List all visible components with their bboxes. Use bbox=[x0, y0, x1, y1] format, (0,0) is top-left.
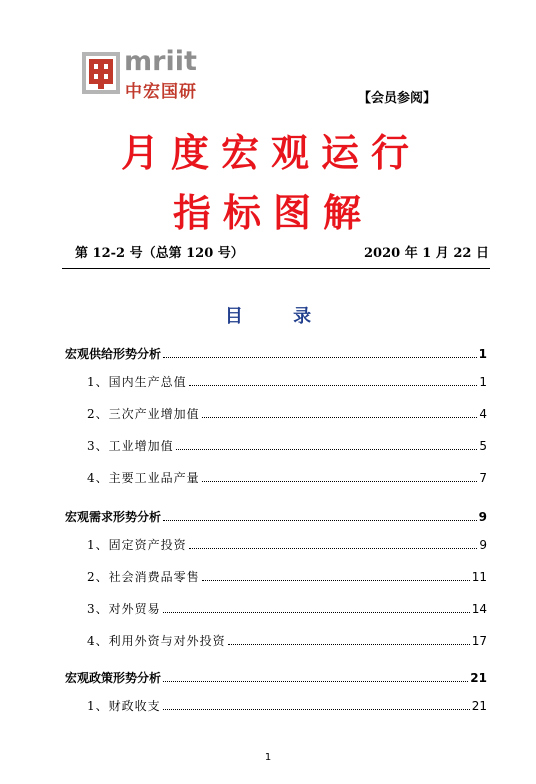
toc-entry[interactable] bbox=[65, 438, 487, 454]
toc-section[interactable] bbox=[65, 346, 487, 362]
toc-leader-dots bbox=[163, 357, 477, 358]
toc-entry-label: 1、固定资产投资 bbox=[87, 538, 187, 552]
toc-entry-page: 5 bbox=[479, 439, 487, 453]
toc-entry[interactable] bbox=[65, 406, 487, 422]
toc-section[interactable] bbox=[65, 670, 487, 686]
toc-entry-page: 11 bbox=[471, 570, 487, 584]
toc-entry-label: 4、利用外资与对外投资 bbox=[87, 634, 226, 648]
header-divider bbox=[62, 268, 490, 269]
toc-entry-page: 4 bbox=[479, 407, 487, 421]
toc-entry[interactable] bbox=[65, 537, 487, 553]
toc-entry-page: 9 bbox=[479, 538, 487, 552]
toc-entry-label: 2、社会消费品零售 bbox=[87, 570, 200, 584]
toc-leader-dots bbox=[176, 449, 478, 450]
toc-section[interactable] bbox=[65, 509, 487, 525]
toc-entry-page: 9 bbox=[478, 510, 487, 524]
toc-entry-label: 1、国内生产总值 bbox=[87, 375, 187, 389]
toc-entry-label: 2、三次产业增加值 bbox=[87, 407, 200, 421]
logo-mark-icon bbox=[82, 50, 120, 96]
toc-leader-dots bbox=[163, 709, 470, 710]
mriit-logo bbox=[82, 46, 212, 102]
toc-entry-page: 17 bbox=[471, 634, 487, 648]
toc-entry[interactable] bbox=[65, 569, 487, 585]
toc-entry-page: 1 bbox=[478, 347, 487, 361]
toc-leader-dots bbox=[202, 417, 478, 418]
toc-title: 目 录 bbox=[224, 306, 334, 327]
toc-entry-label: 宏观政策形势分析 bbox=[65, 671, 162, 685]
toc-entry[interactable] bbox=[65, 633, 487, 649]
issue-date: 2020 年 1 月 22 日 bbox=[364, 246, 489, 261]
toc-leader-dots bbox=[163, 520, 477, 521]
issue-number: 第 12-2 号（总第 120 号） bbox=[75, 246, 244, 261]
toc-leader-dots bbox=[189, 548, 478, 549]
toc-entry-label: 宏观需求形势分析 bbox=[65, 510, 162, 524]
toc-entry-page: 14 bbox=[471, 602, 487, 616]
toc-entry-label: 3、对外贸易 bbox=[87, 602, 161, 616]
toc-leader-dots bbox=[189, 385, 478, 386]
report-title-line1: 月度宏观运行 bbox=[120, 131, 421, 175]
toc-entry-label: 3、工业增加值 bbox=[87, 439, 174, 453]
toc-entry[interactable] bbox=[65, 374, 487, 390]
toc-entry[interactable] bbox=[65, 698, 487, 714]
logo-text-en: mriit bbox=[124, 46, 197, 77]
member-tag: 【会员参阅】 bbox=[358, 91, 437, 106]
toc-leader-dots bbox=[202, 580, 470, 581]
report-title-line2: 指标图解 bbox=[172, 191, 373, 235]
toc-entry-page: 21 bbox=[471, 699, 487, 713]
toc-entry-label: 1、财政收支 bbox=[87, 699, 161, 713]
toc-leader-dots bbox=[202, 481, 478, 482]
toc-entry[interactable] bbox=[65, 470, 487, 486]
toc-entry-page: 7 bbox=[479, 471, 487, 485]
toc-entry[interactable] bbox=[65, 601, 487, 617]
page-number: 1 bbox=[264, 752, 272, 763]
toc-entry-page: 21 bbox=[470, 671, 487, 685]
toc-entry-page: 1 bbox=[479, 375, 487, 389]
logo-text-cn: 中宏国研 bbox=[125, 82, 197, 102]
toc-leader-dots bbox=[228, 644, 470, 645]
toc-entry-label: 4、主要工业品产量 bbox=[87, 471, 200, 485]
toc-leader-dots bbox=[163, 612, 470, 613]
toc-entry-label: 宏观供给形势分析 bbox=[65, 347, 162, 361]
toc-leader-dots bbox=[163, 681, 468, 682]
